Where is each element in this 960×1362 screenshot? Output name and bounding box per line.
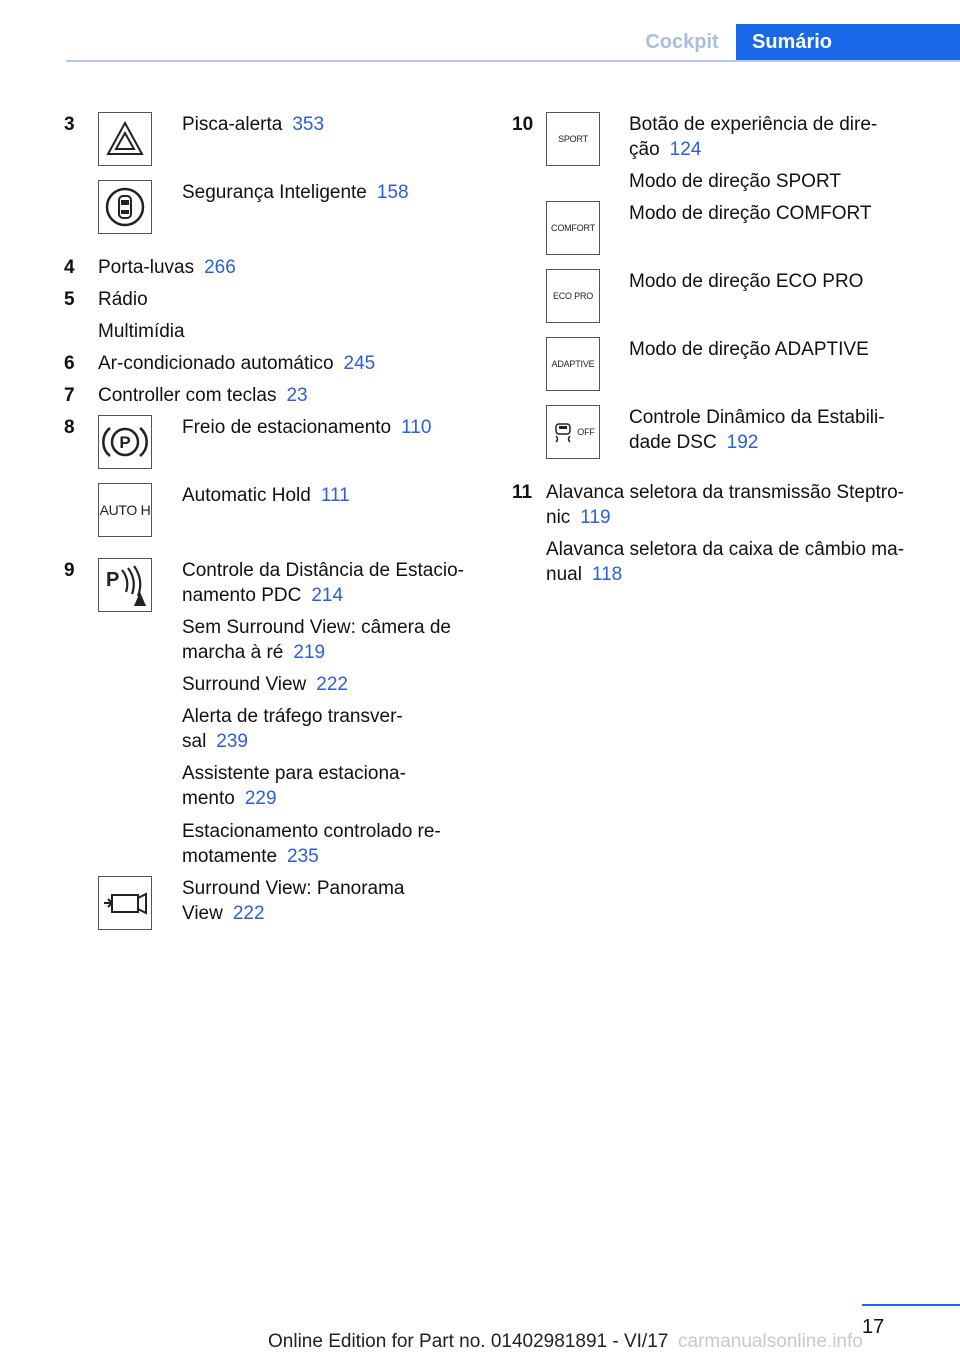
footer-rule: [862, 1304, 960, 1306]
tab-sumario[interactable]: Sumário: [736, 24, 960, 62]
list-item-cambio-manual: Alavanca seletora da caixa de câmbio ma- nual 118: [546, 539, 905, 585]
eco-pro-mode-icon-text: ECO PRO: [552, 291, 594, 301]
intelligent-safety-icon: [98, 180, 152, 234]
item-number-9: 9: [64, 560, 75, 581]
page-ref-link[interactable]: 235: [287, 846, 319, 867]
list-item-alerta-trafego: Alerta de tráfego transver- sal 239: [182, 706, 403, 752]
list-item-steptronic: Alavanca seletora da transmissão Steptro- nic 119: [546, 482, 905, 528]
list-item-porta-luvas: Porta-luvas 266: [98, 257, 236, 278]
skid-car-icon: [551, 420, 575, 444]
item-number-8: 8: [64, 417, 75, 438]
page-ref-link[interactable]: 266: [204, 257, 236, 278]
page-ref-link[interactable]: 222: [232, 903, 265, 924]
list-item-sem-surround: Sem Surround View: câmera de marcha à ré 219: [182, 617, 451, 663]
page-ref-link[interactable]: 158: [376, 182, 409, 203]
page-ref-link[interactable]: 353: [292, 114, 325, 135]
hazard-icon: [98, 112, 152, 166]
list-item-pisca-alerta: Pisca-alerta 353: [182, 114, 325, 135]
top-navigation: [0, 24, 960, 62]
page-ref-link[interactable]: 111: [320, 485, 350, 506]
page-ref-link[interactable]: 23: [286, 385, 308, 406]
item-number-4: 4: [64, 257, 75, 278]
list-item-ar-condicionado: Ar-condicionado automático 245: [98, 353, 376, 374]
page-ref-link[interactable]: 192: [726, 432, 759, 453]
page-ref-link[interactable]: 124: [669, 139, 702, 160]
list-item-modo-comfort: Modo de direção COMFORT: [629, 203, 872, 224]
edition-text: Online Edition for Part no. 01402981891 - VI/17: [268, 1331, 669, 1352]
list-item-modo-adaptive: Modo de direção ADAPTIVE: [629, 339, 869, 360]
auto-hold-icon: [98, 483, 152, 537]
comfort-mode-icon-text: COMFORT: [551, 223, 595, 233]
page-ref-link[interactable]: 118: [591, 564, 623, 585]
item-number-6: 6: [64, 353, 75, 374]
page-number: 17: [862, 1316, 885, 1338]
list-item-experiencia-direcao: Botão de experiência de dire- ção 124: [629, 114, 878, 160]
dsc-off-icon-text: OFF: [577, 427, 595, 437]
page-ref-link[interactable]: 245: [343, 353, 376, 374]
tab-cockpit[interactable]: Cockpit: [645, 31, 719, 53]
header-rule: [66, 60, 960, 62]
svg-text:P: P: [119, 433, 131, 452]
list-item-modo-sport: Modo de direção SPORT: [629, 171, 841, 192]
list-item-controller: Controller com teclas 23: [98, 385, 308, 406]
page-ref-link[interactable]: 214: [311, 585, 344, 606]
pdc-icon: [98, 558, 152, 612]
watermark: carmanualsonline.info: [678, 1331, 863, 1352]
list-item-automatic-hold: Automatic Hold 111: [182, 485, 350, 506]
item-number-10: 10: [512, 114, 534, 135]
eco-pro-mode-icon: [546, 269, 600, 323]
item-number-11: 11: [512, 482, 533, 503]
list-item-estacionamento-remoto: Estacionamento controlado re- motamente 235: [182, 821, 441, 867]
dsc-off-icon: [546, 405, 600, 459]
comfort-mode-icon: [546, 201, 600, 255]
item-number-7: 7: [64, 385, 75, 406]
list-item-surround-view: Surround View 222: [182, 674, 348, 695]
list-item-pdc: Controle da Distância de Estacio- namento PDC 214: [182, 560, 464, 606]
page-ref-link[interactable]: 222: [316, 674, 348, 695]
list-item-freio-estacionamento: Freio de estacionamento 110: [182, 417, 432, 438]
parking-brake-icon: [98, 415, 152, 469]
page-ref-link[interactable]: 229: [244, 788, 277, 809]
list-item-radio: Rádio: [98, 289, 148, 310]
sport-mode-icon: [546, 112, 600, 166]
list-item-modo-eco-pro: Modo de direção ECO PRO: [629, 271, 864, 292]
adaptive-mode-icon-text: ADAPTIVE: [551, 359, 595, 369]
sport-mode-icon-text: SPORT: [558, 134, 588, 144]
list-item-dsc: Controle Dinâmico da Estabili- dade DSC 192: [629, 407, 885, 453]
item-number-3: 3: [64, 114, 75, 135]
item-number-5: 5: [64, 289, 75, 310]
auto-hold-icon-text: AUTO H: [99, 502, 151, 518]
page-ref-link[interactable]: 119: [580, 507, 611, 528]
panorama-camera-icon: [98, 876, 152, 930]
list-item-seguranca-inteligente: Segurança Inteligente 158: [182, 182, 409, 203]
page-ref-link[interactable]: 110: [401, 417, 432, 438]
adaptive-mode-icon: [546, 337, 600, 391]
page-ref-link[interactable]: 239: [216, 731, 248, 752]
page-ref-link[interactable]: 219: [293, 642, 326, 663]
list-item-panorama-view: Surround View: Panorama View 222: [182, 878, 405, 924]
svg-text:P: P: [106, 569, 120, 591]
list-item-assistente: Assistente para estaciona- mento 229: [182, 763, 406, 809]
list-item-multimidia: Multimídia: [98, 321, 185, 342]
